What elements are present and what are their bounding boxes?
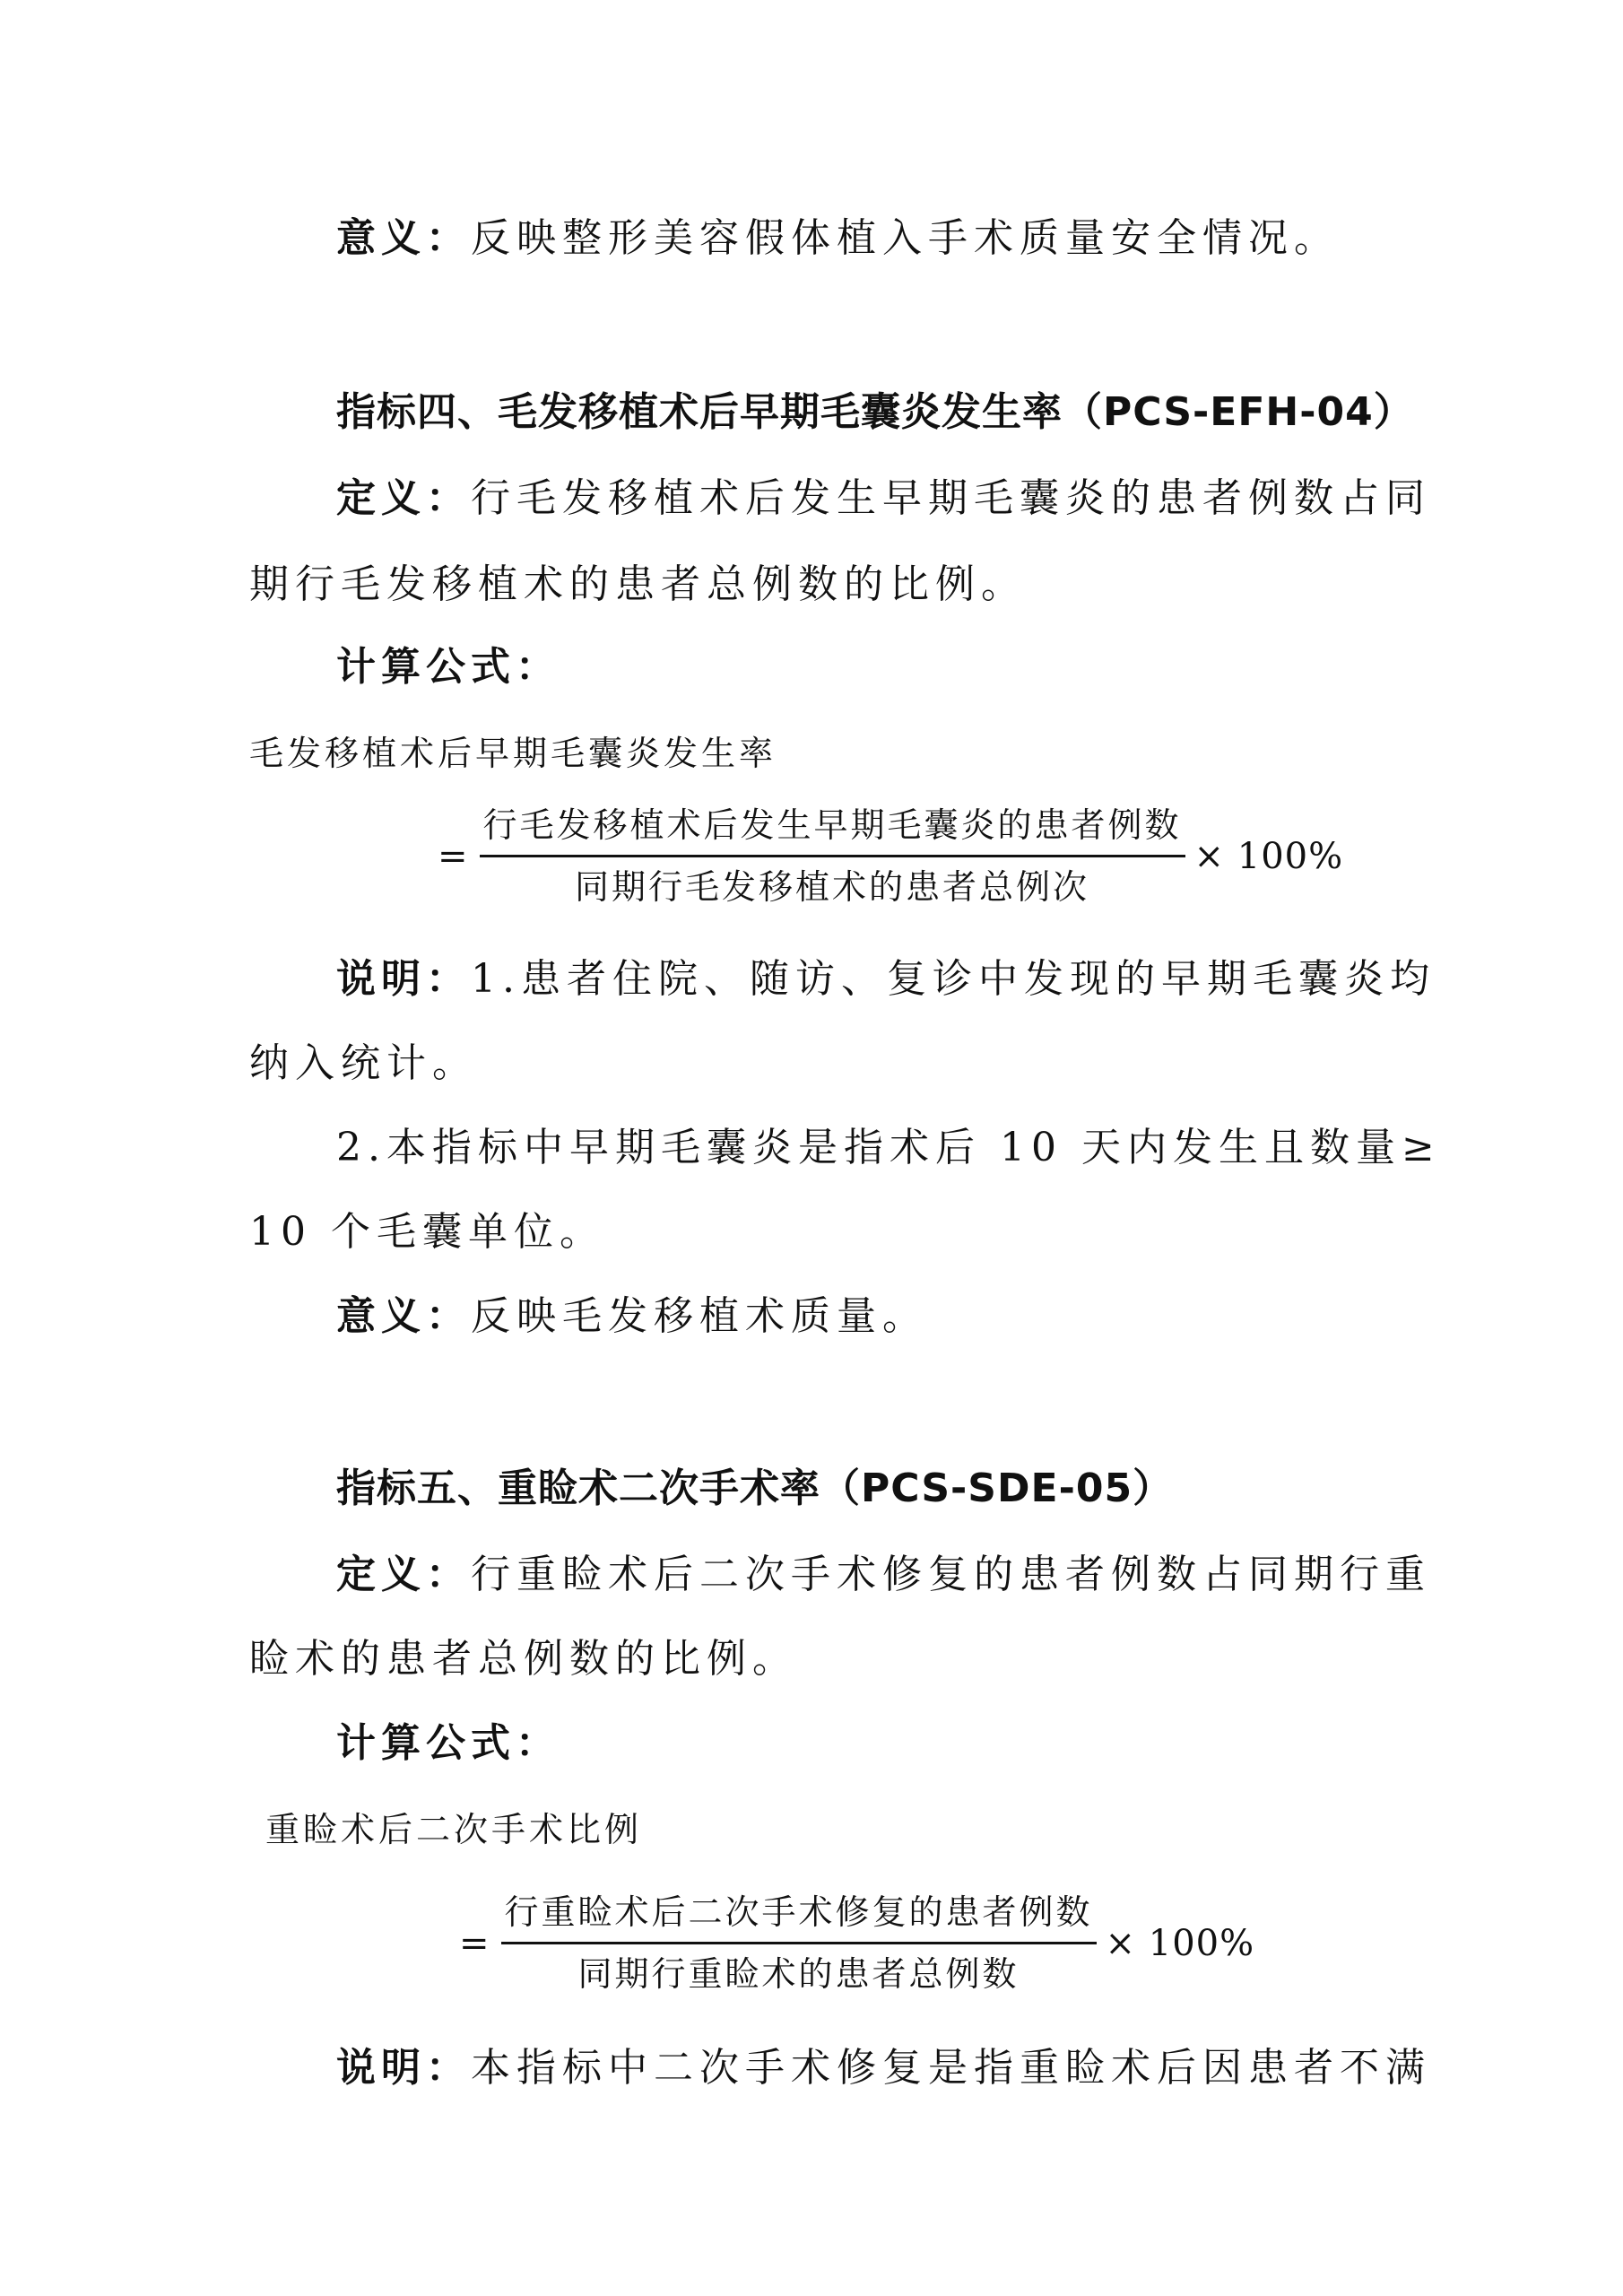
definition-text: 行毛发移植术后发生早期毛囊炎的患者例数占同 [471,475,1431,521]
numerator: 行重睑术后二次手术修复的患者例数 [501,1890,1097,1944]
indicator-5-formula-name: 重睑术后二次手术比例 [265,1810,643,1849]
meaning-text: 反映毛发移植术质量。 [471,1293,928,1339]
indicator-4-definition [336,472,1431,526]
denominator: 同期行毛发移植术的患者总例次 [575,867,1090,907]
multiplier: × 100% [1105,1922,1255,1964]
indicator-4-note-2: 2.本指标中早期毛囊炎是指术后 10 天内发生且数量≥ [336,1125,1441,1170]
meaning-label: 意义： [336,215,471,261]
meaning-paragraph-top [336,212,1340,265]
definition-text: 行重睑术后二次手术修复的患者例数占同期行重 [471,1552,1431,1597]
indicator-5-note [336,2041,1431,2095]
indicator-5-heading: 指标五、重睑术二次手术率（PCS-SDE-05） [336,1465,1174,1511]
equals-sign: = [459,1922,492,1964]
fraction [501,1890,1097,1996]
indicator-4-formula-label: 计算公式： [336,644,560,690]
indicator-4-heading: 指标四、毛发移植术后早期毛囊炎发生率（PCS-EFH-04） [336,389,1414,435]
meaning-text: 反映整形美容假体植入手术质量安全情况。 [471,215,1340,261]
indicator-4-note-2-cont: 10 个毛囊单位。 [249,1209,605,1255]
numerator: 行毛发移植术后发生早期毛囊炎的患者例数 [480,803,1185,857]
note-label: 说明： [336,956,471,1002]
indicator-5-definition-cont: 睑术的患者总例数的比例。 [249,1636,798,1682]
indicator-4-note-1-cont: 纳入统计。 [249,1040,478,1086]
indicator-5-definition [336,1548,1431,1602]
definition-label: 定义： [336,475,471,521]
indicator-4-formula [438,803,1343,909]
denominator: 同期行重睑术的患者总例数 [577,1954,1020,1994]
indicator-4-note-1 [336,952,1436,1006]
indicator-4-formula-name: 毛发移植术后早期毛囊炎发生率 [249,734,777,773]
equals-sign: = [438,835,471,877]
multiplier: × 100% [1193,835,1344,877]
fraction [480,803,1185,909]
note-text: 本指标中二次手术修复是指重睑术后因患者不满 [471,2045,1431,2091]
indicator-4-meaning [336,1290,928,1344]
indicator-5-formula-label: 计算公式： [336,1720,560,1766]
meaning-label: 意义： [336,1293,471,1339]
definition-label: 定义： [336,1552,471,1597]
note-text: 1.患者住院、随访、复诊中发现的早期毛囊炎均 [471,956,1436,1002]
indicator-4-definition-cont: 期行毛发移植术的患者总例数的比例。 [249,561,1027,607]
indicator-5-formula [459,1890,1254,1996]
note-label: 说明： [336,2045,471,2091]
